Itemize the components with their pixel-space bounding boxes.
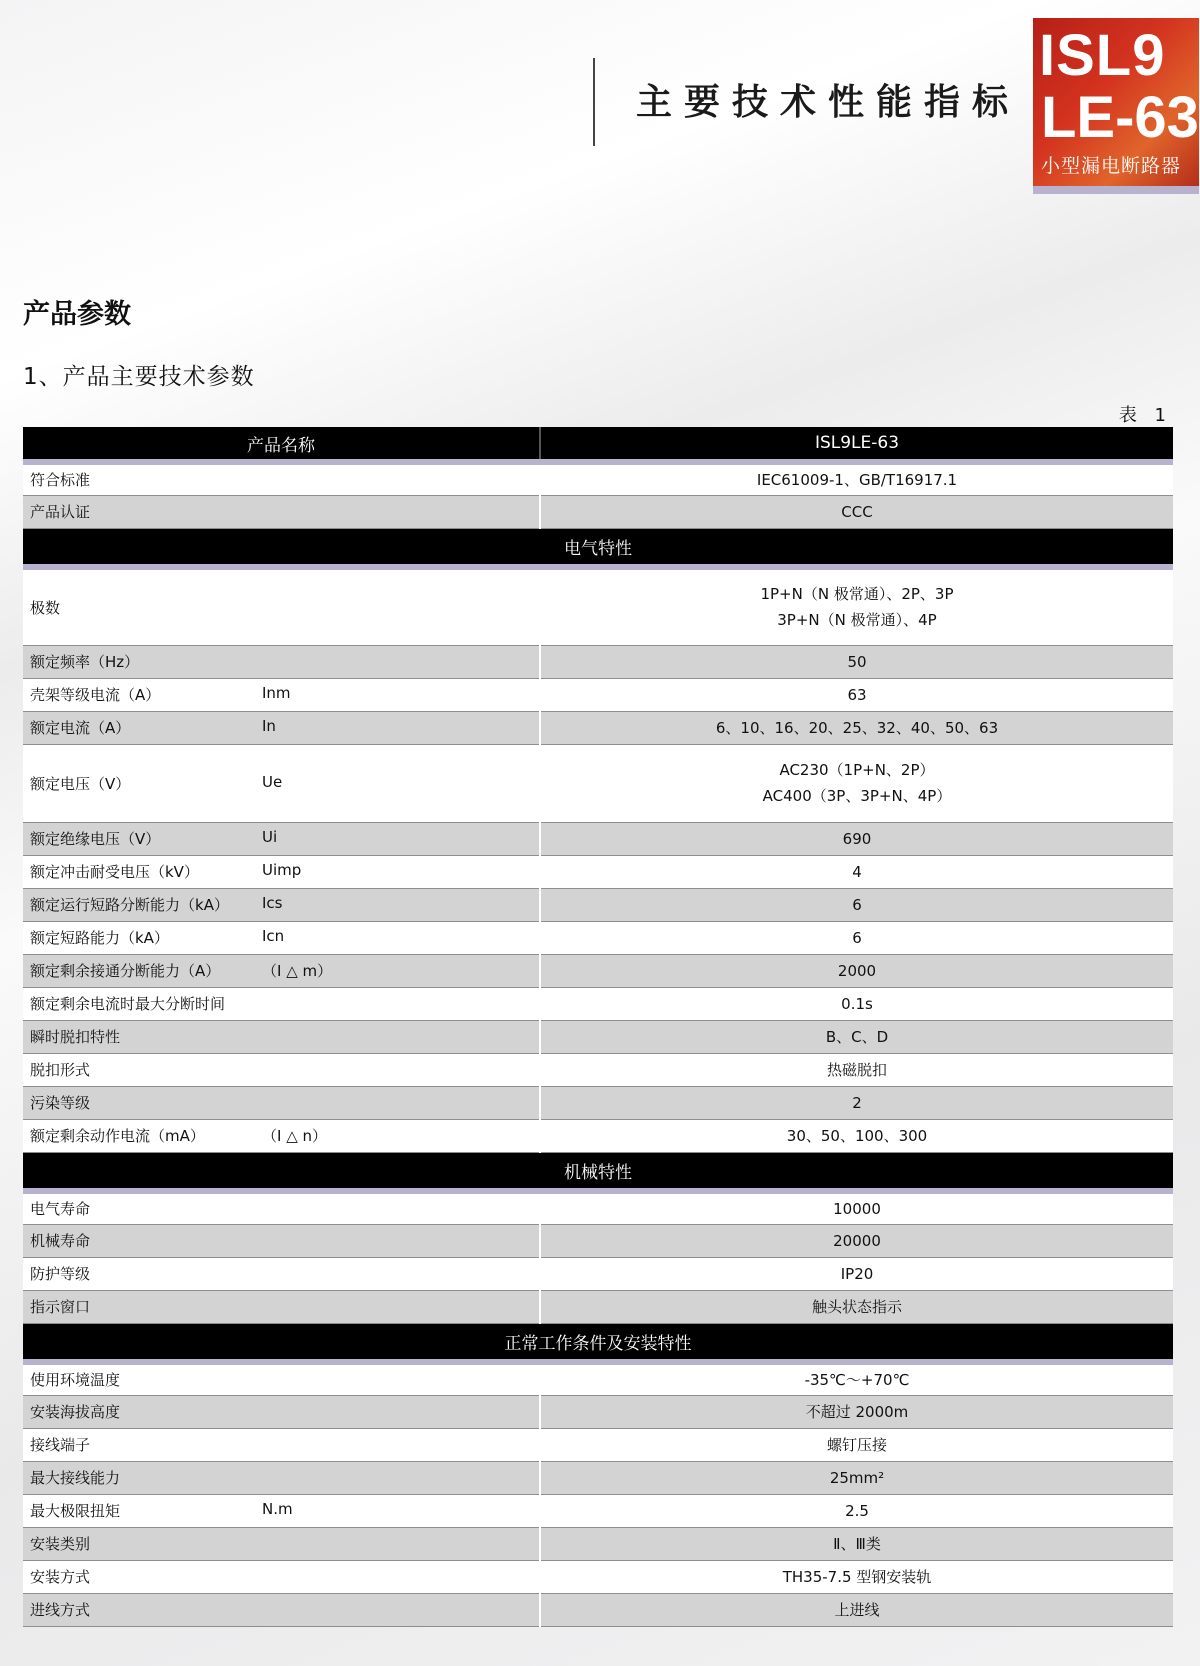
table-row xyxy=(23,1395,1173,1428)
table-header-row xyxy=(23,427,1173,462)
param-name: 额定剩余接通分断能力（A） xyxy=(30,962,221,980)
param-symbol: Ui xyxy=(262,828,278,846)
param-name: 进线方式 xyxy=(30,1601,91,1619)
param-value: 6、10、16、20、25、32、40、50、63 xyxy=(540,711,1173,744)
param-value: 2 xyxy=(540,1086,1173,1119)
header-value-cell: ISL9LE-63 xyxy=(540,427,1173,462)
param-symbol: In xyxy=(262,717,276,735)
section-header-mechanical xyxy=(23,1152,1173,1191)
param-value: 不超过 2000m xyxy=(540,1395,1173,1428)
param-value: 热磁脱扣 xyxy=(540,1053,1173,1086)
param-value: 30、50、100、300 xyxy=(540,1119,1173,1152)
table-row xyxy=(23,1362,1173,1395)
param-name: 安装海拔高度 xyxy=(30,1403,121,1421)
logo-line-2: LE-63 xyxy=(1041,85,1199,150)
table-row xyxy=(23,1593,1173,1626)
param-value: 2000 xyxy=(540,954,1173,987)
table-row xyxy=(23,1494,1173,1527)
param-value: IP20 xyxy=(540,1257,1173,1290)
param-value: 20000 xyxy=(540,1224,1173,1257)
table-row xyxy=(23,1119,1173,1152)
section-label: 机械特性 xyxy=(23,1152,1173,1191)
param-value: 63 xyxy=(540,678,1173,711)
param-symbol: Ue xyxy=(262,772,283,791)
param-value: 4 xyxy=(540,855,1173,888)
logo-line-3: 小型漏电断路器 xyxy=(1041,155,1182,177)
header-divider xyxy=(593,58,595,146)
param-value: 690 xyxy=(540,822,1173,855)
param-value: 2.5 xyxy=(540,1494,1173,1527)
param-name: 极数 xyxy=(30,598,61,617)
param-name: 最大接线能力 xyxy=(30,1469,121,1487)
param-name: 额定电流（A） xyxy=(30,719,131,737)
table-row xyxy=(23,954,1173,987)
param-name: 壳架等级电流（A） xyxy=(30,686,161,704)
param-value: 25mm² xyxy=(540,1461,1173,1494)
section-title: 产品参数 xyxy=(23,299,131,330)
table-row xyxy=(23,1290,1173,1323)
table-row xyxy=(23,711,1173,744)
table-row xyxy=(23,1527,1173,1560)
param-name: 使用环境温度 xyxy=(30,1371,121,1390)
param-symbol: Uimp xyxy=(262,861,302,879)
table-row xyxy=(23,567,1173,645)
param-value-line: AC400（3P、3P+N、4P） xyxy=(762,787,952,805)
param-name: 脱扣形式 xyxy=(30,1061,91,1079)
table-row xyxy=(23,1461,1173,1494)
param-value: 触头状态指示 xyxy=(540,1290,1173,1323)
param-value: 6 xyxy=(540,888,1173,921)
table-row xyxy=(23,495,1173,528)
table-row xyxy=(23,921,1173,954)
table-row xyxy=(23,645,1173,678)
logo-stripe xyxy=(1033,186,1199,194)
param-symbol: （I △ n） xyxy=(262,1127,328,1145)
param-name: 产品认证 xyxy=(23,495,540,528)
param-name: 额定剩余电流时最大分断时间 xyxy=(30,995,226,1013)
table-row xyxy=(23,1224,1173,1257)
section-header-electrical xyxy=(23,528,1173,567)
param-value: B、C、D xyxy=(540,1020,1173,1053)
param-value: CCC xyxy=(540,495,1173,528)
param-name: 最大极限扭矩 xyxy=(30,1502,121,1520)
table-row xyxy=(23,1560,1173,1593)
section-label: 正常工作条件及安装特性 xyxy=(23,1323,1173,1362)
param-value: -35℃～+70℃ xyxy=(540,1362,1173,1395)
table-row xyxy=(23,987,1173,1020)
param-value: 0.1s xyxy=(540,987,1173,1020)
table-row xyxy=(23,822,1173,855)
param-symbol: N.m xyxy=(262,1500,293,1518)
param-name: 额定运行短路分断能力（kA） xyxy=(30,896,229,914)
table-row xyxy=(23,1428,1173,1461)
table-row xyxy=(23,678,1173,711)
param-name: 额定频率（Hz） xyxy=(30,653,140,671)
spec-table xyxy=(23,427,1173,1627)
param-name: 额定冲击耐受电压（kV） xyxy=(30,863,199,881)
table-row xyxy=(23,855,1173,888)
param-name: 电气寿命 xyxy=(23,1191,540,1224)
param-name: 指示窗口 xyxy=(23,1290,540,1323)
param-name: 接线端子 xyxy=(30,1436,91,1454)
param-value: IEC61009-1、GB/T16917.1 xyxy=(540,462,1173,495)
param-value: 6 xyxy=(540,921,1173,954)
param-value: 上进线 xyxy=(540,1593,1173,1626)
section-header-conditions xyxy=(23,1323,1173,1362)
param-name: 机械寿命 xyxy=(23,1224,540,1257)
param-value: 10000 xyxy=(540,1191,1173,1224)
param-value: TH35-7.5 型钢安装轨 xyxy=(540,1560,1173,1593)
param-name: 额定短路能力（kA） xyxy=(30,929,169,947)
param-symbol: Inm xyxy=(262,684,291,702)
subsection-title: 1、产品主要技术参数 xyxy=(23,364,255,390)
table-row xyxy=(23,1191,1173,1224)
table-label: 表 1 xyxy=(1118,405,1172,426)
param-value: 50 xyxy=(540,645,1173,678)
param-name: 安装方式 xyxy=(30,1568,91,1586)
header-name-cell: 产品名称 xyxy=(23,427,540,462)
param-value: 螺钉压接 xyxy=(540,1428,1173,1461)
param-symbol: （I △ m） xyxy=(262,962,333,980)
table-row xyxy=(23,744,1173,822)
table-row xyxy=(23,1053,1173,1086)
param-value-line: AC230（1P+N、2P） xyxy=(779,761,935,779)
table-row xyxy=(23,1020,1173,1053)
param-name: 符合标准 xyxy=(23,462,540,495)
param-name: 安装类别 xyxy=(30,1535,91,1553)
param-name: 额定绝缘电压（V） xyxy=(30,830,161,848)
param-name: 额定电压（V） xyxy=(30,774,131,793)
param-value-line: 1P+N（N 极常通）、2P、3P xyxy=(760,585,954,604)
table-row xyxy=(23,462,1173,495)
param-name: 瞬时脱扣特性 xyxy=(30,1028,121,1046)
table-row xyxy=(23,1257,1173,1290)
param-symbol: Ics xyxy=(262,894,283,912)
param-value: Ⅱ、Ⅲ类 xyxy=(540,1527,1173,1560)
param-symbol: Icn xyxy=(262,927,285,945)
param-name: 污染等级 xyxy=(30,1094,91,1112)
page-title: 主要技术性能指标 xyxy=(636,82,1021,123)
table-row xyxy=(23,1086,1173,1119)
table-row xyxy=(23,888,1173,921)
product-logo xyxy=(1033,18,1199,194)
param-value-line: 3P+N（N 极常通）、4P xyxy=(777,611,937,630)
param-name: 额定剩余动作电流（mA） xyxy=(30,1127,205,1145)
param-name: 防护等级 xyxy=(23,1257,540,1290)
section-label: 电气特性 xyxy=(23,528,1173,567)
logo-line-1: ISL9 xyxy=(1039,23,1166,88)
